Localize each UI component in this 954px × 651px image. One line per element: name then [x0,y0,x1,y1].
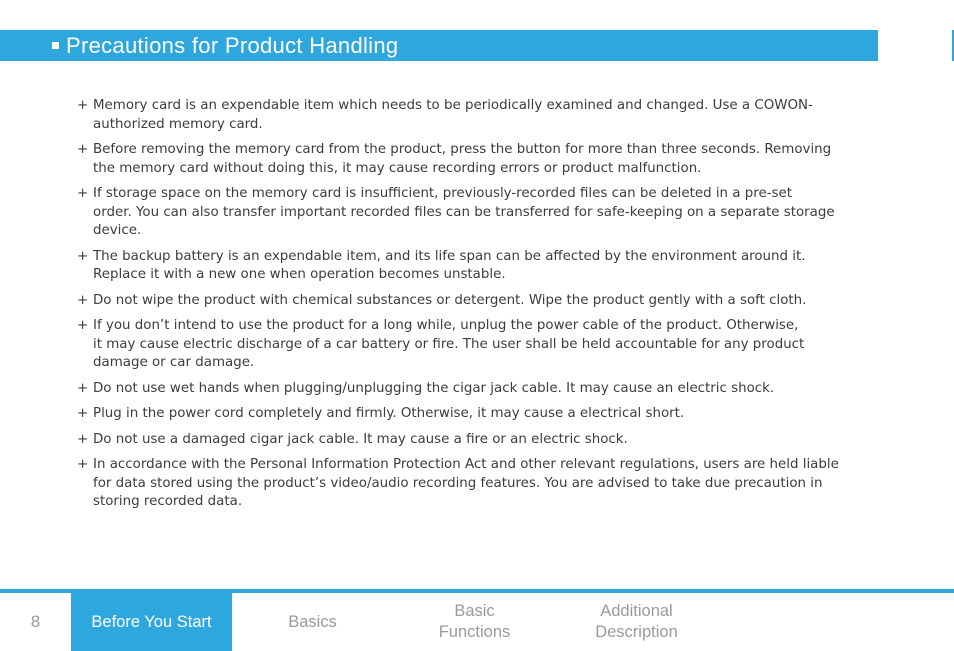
tab-label [91,612,211,633]
tab-label [288,612,337,633]
precaution-text-line: it may cause electric discharge of a car battery or fire. The user shall be held accountable for any product [93,336,805,352]
precaution-text-line: storing recorded data. [93,494,243,509]
section-title: Precautions for Product Handling [66,33,399,58]
tab-label-line: Basics [288,612,337,631]
precaution-text-line: Plug in the power cord completely and firmly. Otherwise, it may cause a electrical short. [93,406,685,421]
precaution-text-line: If storage space on the memory card is insufficient, previously-recorded files can be deleted in a pre-set [93,186,792,201]
precaution-text-line: In accordance with the Personal Information Protection Act and other relevant regulations, users are held liable [93,457,839,472]
tab-label-line: Functions [438,623,511,641]
precaution-text-line: Before removing the memory card from the product, press the button for more than three seconds. Removing [93,142,832,157]
precaution-item [77,380,887,399]
precaution-text-line: order. You can also transfer important recorded files can be transferred for safe-keeping on a separate storage [93,204,835,220]
precaution-item [77,431,887,450]
precaution-item [77,317,887,373]
precaution-text-line: for data stored using the product’s video/audio recording features. You are advised to take due precaution in [93,475,823,491]
precaution-text-line: Replace it with a new one when operation becomes unstable. [93,267,506,282]
plus-bullet-icon: + [77,380,89,396]
plus-bullet-icon: + [77,318,89,333]
tab-label-line: Before You Start [91,612,212,631]
plus-bullet-icon: + [77,142,89,157]
precaution-item [77,248,887,285]
tab-basic-functions[interactable] [393,593,556,651]
plus-bullet-icon: + [77,406,89,421]
precautions-list [77,97,887,519]
precaution-item [77,185,887,241]
precaution-text-line: authorized memory card. [93,116,263,132]
tab-label [595,601,678,643]
precaution-item [77,292,887,311]
page-number: 8 [30,612,41,631]
precaution-text-line: The backup battery is an expendable item, and its life span can be affected by the environment around it. [93,248,806,264]
tab-before-you-start[interactable] [71,593,232,651]
tab-basics[interactable] [232,593,393,651]
square-bullet-icon [52,42,59,49]
precaution-text-line: device. [93,223,142,238]
precaution-text-line: Do not use wet hands when plugging/unplugging the cigar jack cable. It may cause an electric shock. [93,380,775,396]
precaution-text-line: the memory card without doing this, it may cause recording errors or product malfunction. [93,160,702,176]
tab-label-line: Basic [454,602,495,620]
tab-label-line: Additional [600,602,673,620]
precaution-text-line: Memory card is an expendable item which needs to be periodically examined and changed. Use a COWON- [93,98,813,113]
tab-label [439,601,511,643]
plus-bullet-icon: + [77,186,89,201]
precaution-text-line: Do not use a damaged cigar jack cable. It may cause a fire or an electric shock. [93,431,628,447]
precaution-text-line: damage or car damage. [93,355,255,370]
precaution-item [77,97,887,134]
precaution-text-line: If you don’t intend to use the product for a long while, unplug the power cable of the product. Otherwise, [93,318,799,333]
section-header-bar [0,30,878,61]
plus-bullet-icon: + [77,98,89,113]
chapter-nav [0,593,954,651]
precaution-item [77,456,887,512]
plus-bullet-icon: + [77,457,89,472]
precaution-item [77,405,887,424]
precaution-text-line: Do not wipe the product with chemical substances or detergent. Wipe the product gently with a soft cloth. [93,292,807,308]
plus-bullet-icon: + [77,248,89,264]
plus-bullet-icon: + [77,431,89,447]
tab-label-line: Description [595,623,678,641]
precaution-item [77,141,887,178]
tab-additional-description[interactable] [556,593,717,651]
plus-bullet-icon: + [77,292,89,308]
